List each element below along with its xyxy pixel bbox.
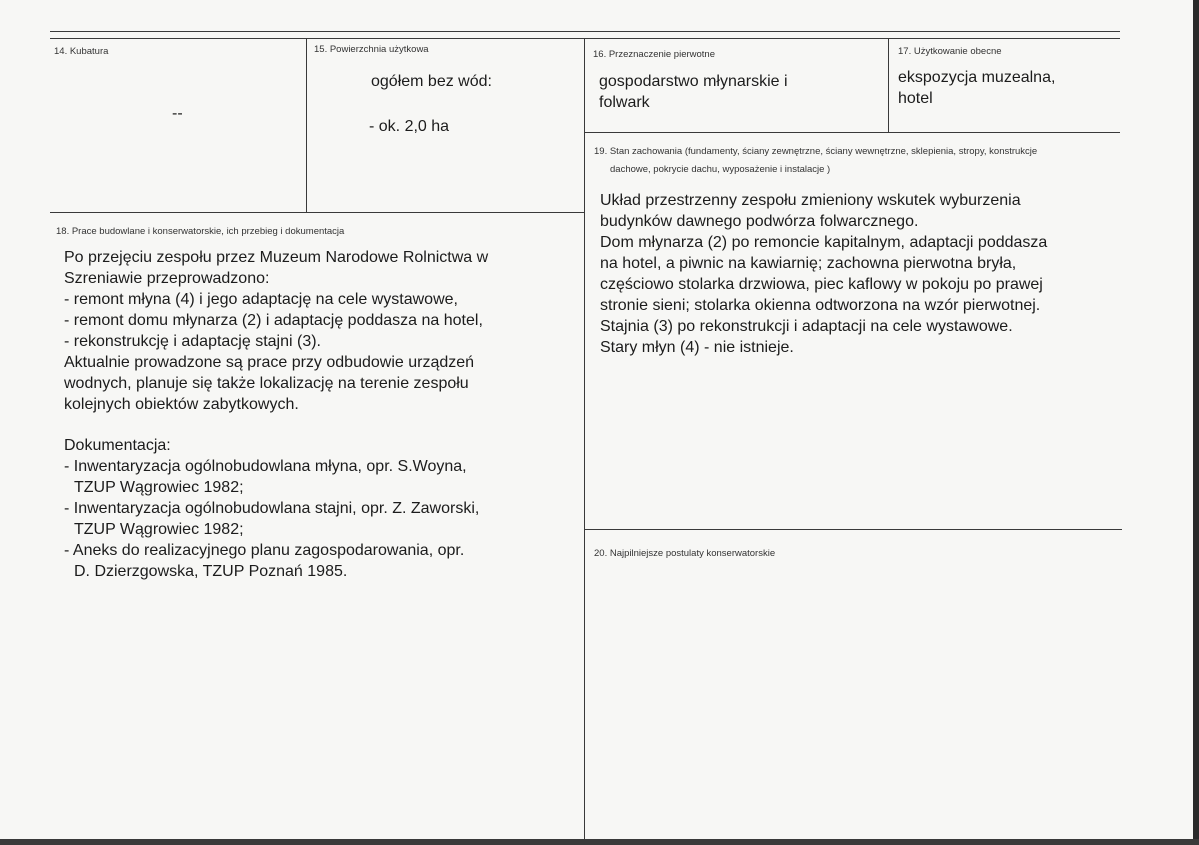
documentation-item: - Inwentaryzacja ogólnobudowlana stajni, opr. Z. Zaworski,	[64, 500, 480, 517]
divider-14-15	[306, 38, 307, 212]
field-19-line: Stajnia (3) po rekonstrukcji i adaptacji na cele wystawowe.	[600, 318, 1013, 335]
field-20-label: 20. Najpilniejsze postulaty konserwatorskie	[594, 548, 776, 559]
field-15-line1: ogółem bez wód:	[371, 73, 492, 90]
field-17-line: hotel	[898, 90, 933, 107]
field-19-line: częściowo stolarka drzwiowa, piec kaflowy w pokoju po prawej	[600, 276, 1043, 293]
divider-16-17	[888, 38, 889, 132]
field-14-value: --	[172, 105, 183, 122]
documentation-item-cont: TZUP Wągrowiec 1982;	[74, 479, 244, 496]
field-16-line: gospodarstwo młynarskie i	[599, 73, 788, 90]
field-18-label: 18. Prace budowlane i konserwatorskie, ich przebieg i dokumentacja	[56, 226, 345, 237]
field-17-value	[898, 67, 1055, 109]
field-18-line: Po przejęciu zespołu przez Muzeum Narodowe Rolnictwa w	[64, 249, 489, 266]
rule-top-inner	[50, 38, 1120, 39]
field-18-line: - remont domu młynarza (2) i adaptację poddasza na hotel,	[64, 312, 483, 329]
field-16-value	[599, 71, 788, 113]
field-16-line: folwark	[599, 94, 650, 111]
field-17-line: ekspozycja muzealna,	[898, 69, 1056, 86]
field-15-line2: - ok. 2,0 ha	[369, 118, 450, 135]
field-18-line: - rekonstrukcję i adaptację stajni (3).	[64, 333, 321, 350]
documentation-item: - Aneks do realizacyjnego planu zagospodarowania, opr.	[64, 542, 465, 559]
field-18-line: wodnych, planuje się także lokalizację na terenie zespołu	[64, 375, 469, 392]
field-19-line: na hotel, a piwnic na kawiarnię; zachowna pierwotna bryła,	[600, 255, 1017, 272]
field-18-line: kolejnych obiektów zabytkowych.	[64, 396, 299, 413]
divider-center	[584, 38, 585, 840]
documentation-item: - Inwentaryzacja ogólnobudowlana młyna, opr. S.Woyna,	[64, 458, 467, 475]
scan-edge-bottom	[0, 839, 1199, 845]
field-17-label: 17. Użytkowanie obecne	[898, 46, 1002, 57]
field-19-line: Dom młynarza (2) po remoncie kapitalnym, adaptacji poddasza	[600, 234, 1048, 251]
rule-below-14-15	[50, 212, 584, 213]
field-14-label: 14. Kubatura	[54, 46, 109, 57]
field-19-line: Stary młyn (4) - nie istnieje.	[600, 339, 794, 356]
field-19-label-line2: dachowe, pokrycie dachu, wyposażenie i instalacje )	[610, 164, 831, 175]
field-16-label: 16. Przeznaczenie pierwotne	[593, 49, 715, 60]
rule-below-16-17	[584, 132, 1120, 133]
documentation-heading: Dokumentacja:	[64, 437, 171, 454]
documentation-item-cont: TZUP Wągrowiec 1982;	[74, 521, 244, 538]
field-15-label: 15. Powierzchnia użytkowa	[314, 44, 429, 55]
field-19-line: budynków dawnego podwórza folwarcznego.	[600, 213, 919, 230]
scan-edge-right	[1193, 0, 1199, 845]
rule-top	[50, 31, 1120, 32]
field-19-line: Układ przestrzenny zespołu zmieniony wskutek wyburzenia	[600, 192, 1021, 209]
field-18-line: - remont młyna (4) i jego adaptację na cele wystawowe,	[64, 291, 458, 308]
field-19-line: stronie sieni; stolarka okienna odtworzona na wzór pierwotnej.	[600, 297, 1041, 314]
field-19-body	[600, 190, 1047, 358]
field-19-label-line1: 19. Stan zachowania (fundamenty, ściany zewnętrzne, ściany wewnętrzne, sklepienia, stropy, konstrukcje	[594, 146, 1038, 157]
field-18-line: Szreniawie przeprowadzono:	[64, 270, 270, 287]
rule-below-19	[584, 529, 1122, 530]
documentation-item-cont: D. Dzierzgowska, TZUP Poznań 1985.	[74, 563, 348, 580]
field-18-line: Aktualnie prowadzone są prace przy odbudowie urządzeń	[64, 354, 475, 371]
field-18-body	[64, 247, 488, 582]
